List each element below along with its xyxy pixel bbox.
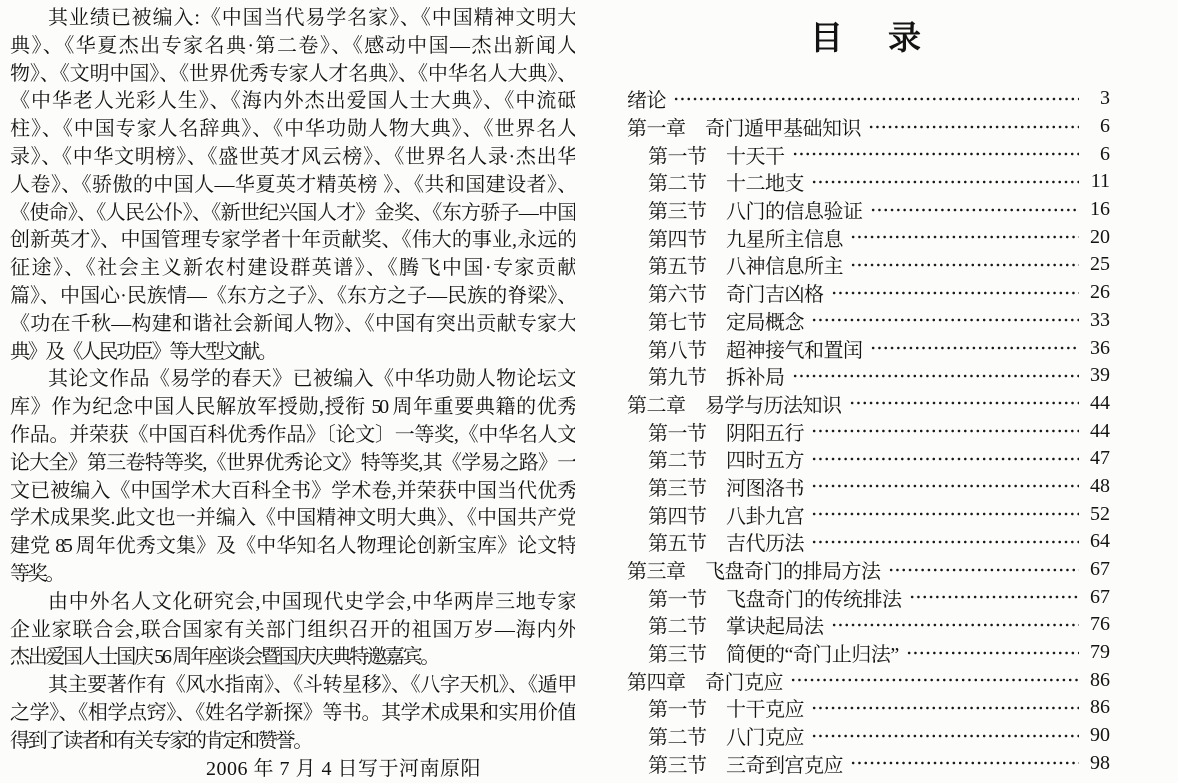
text-line: 等奖。 xyxy=(10,562,64,585)
toc-entry-label: 第一章 奇门遁甲基础知识 xyxy=(627,118,861,141)
text-line: 录》、《中华文明榜》、《盛世英才风云榜》、《世界名人录·杰出华 xyxy=(10,145,575,168)
text-line: 杰出爱国人士国庆 56 周年座谈会暨国庆庆典特邀嘉宾。 xyxy=(10,646,438,669)
toc-entry-page: 64 xyxy=(1090,530,1110,553)
text-line: 典》、《华夏杰出专家名典·第二卷》、《感动中国—杰出新闻人 xyxy=(10,34,575,57)
toc-entry-page: 6 xyxy=(1100,142,1110,165)
toc-entry-page: 90 xyxy=(1090,724,1110,747)
toc-entry-label: 第六节 奇门吉凶格 xyxy=(648,284,824,307)
dot-leader xyxy=(849,397,1080,409)
toc-entry-label: 第五节 吉代历法 xyxy=(648,533,804,556)
toc-entry xyxy=(627,722,1110,750)
dot-leader xyxy=(868,121,1079,133)
text-line: 篇》、中国心·民族情—《东方之子》、《东方之子—民族的脊梁》、 xyxy=(10,284,575,307)
toc-entry xyxy=(627,362,1110,390)
dot-leader xyxy=(831,619,1080,631)
toc-entry-page: 39 xyxy=(1090,364,1110,387)
text-line: 文已被编入《中国学术大百科全书》学术卷,并荣获中国当代优秀 xyxy=(10,479,575,502)
toc-entry xyxy=(627,223,1110,251)
text-line: 征途》、《社会主义新农村建设群英谱》、《腾飞中国·专家贡献 xyxy=(10,257,575,280)
toc-entry xyxy=(627,556,1110,584)
toc-entry-page: 11 xyxy=(1090,170,1110,193)
toc-entry-page: 36 xyxy=(1090,336,1110,359)
toc-entry-page: 86 xyxy=(1090,696,1110,719)
toc-entry-label: 第一节 十干克应 xyxy=(648,699,804,722)
toc-entry-label: 第八节 超神接气和置闰 xyxy=(648,339,863,362)
toc-entry-page: 3 xyxy=(1100,87,1110,110)
text-line: 《使命》、《人民公仆》、《新世纪兴国人才》金奖、《东方骄子—中国 xyxy=(10,201,575,224)
dot-leader xyxy=(850,259,1079,271)
text-line: 典》及《人民功臣》等大型文献。 xyxy=(10,340,276,363)
toc-entry xyxy=(627,583,1110,611)
toc-entry-page: 86 xyxy=(1090,668,1110,691)
toc-entry-page: 98 xyxy=(1090,751,1110,774)
text-line: 库》作为纪念中国人民解放军授勋,授衔 50 周年重要典籍的优秀 xyxy=(10,396,575,419)
text-line: 其论文作品《易学的春天》已被编入《中华功勋人物论坛文 xyxy=(48,368,575,391)
toc-entry xyxy=(627,445,1110,473)
dot-leader xyxy=(811,453,1079,465)
toc-entry-label: 第二节 掌诀起局法 xyxy=(648,616,824,639)
dot-leader xyxy=(850,757,1079,769)
toc-entry xyxy=(627,750,1110,778)
text-line: 其业绩已被编入:《中国当代易学名家》、《中国精神文明大 xyxy=(48,7,575,29)
toc-entry-label: 第二节 十二地支 xyxy=(648,173,804,196)
toc-entry xyxy=(627,473,1110,501)
toc-entry-page: 52 xyxy=(1090,502,1110,525)
toc-entry-label: 第九节 拆补局 xyxy=(648,367,785,390)
text-line: 得到了读者和有关专家的肯定和赞誉。 xyxy=(10,729,311,752)
toc-entry-page: 76 xyxy=(1090,613,1110,636)
toc-entry xyxy=(627,694,1110,722)
toc-entry-label: 绪论 xyxy=(627,90,666,113)
toc-entry-label: 第二章 易学与历法知识 xyxy=(627,394,842,417)
dot-leader xyxy=(673,93,1079,105)
toc-entry xyxy=(627,666,1110,694)
toc-entry-label: 第三节 河图洛书 xyxy=(648,477,804,500)
toc-entry-label: 第一节 十天干 xyxy=(648,145,785,168)
dateline: 2006 年 7 月 4 日写于河南原阳 xyxy=(206,757,481,780)
dot-leader xyxy=(811,730,1079,742)
toc-list xyxy=(627,85,1110,777)
toc-entry xyxy=(627,251,1110,279)
text-line: 论大全》第三卷特等奖,《世界优秀论文》特等奖,其《学易之路》一 xyxy=(10,451,575,474)
text-line: 企业家联合会,联合国家有关部门组织召开的祖国万岁—海内外 xyxy=(10,618,575,641)
dot-leader xyxy=(811,314,1079,326)
dot-leader xyxy=(831,287,1080,299)
text-line: 创新英才》、中国管理专家学者十年贡献奖、《伟大的事业,永远的 xyxy=(10,229,575,252)
text-line: 物》、《文明中国》、《世界优秀专家人才名典》、《中华名人大典》、 xyxy=(10,62,575,85)
toc-entry xyxy=(627,528,1110,556)
toc-entry xyxy=(627,334,1110,362)
toc-entry-page: 44 xyxy=(1090,419,1110,442)
toc-entry-page: 33 xyxy=(1090,308,1110,331)
toc-entry-label: 第四节 八卦九宫 xyxy=(648,505,804,528)
toc-entry-label: 第五节 八神信息所主 xyxy=(648,256,843,279)
toc-entry-page: 16 xyxy=(1090,198,1110,221)
dot-leader xyxy=(870,342,1080,354)
toc-entry-label: 第四节 九星所主信息 xyxy=(648,228,843,251)
left-page-text xyxy=(10,5,575,756)
dot-leader xyxy=(792,370,1080,382)
toc-entry-label: 第二节 八门克应 xyxy=(648,727,804,750)
toc-entry-label: 第一节 阴阳五行 xyxy=(648,422,804,445)
toc-entry xyxy=(627,307,1110,335)
toc-entry-page: 25 xyxy=(1090,253,1110,276)
toc-entry xyxy=(627,639,1110,667)
dot-leader xyxy=(906,647,1079,659)
dot-leader xyxy=(909,591,1080,603)
toc-entry xyxy=(627,500,1110,528)
toc-entry-label: 第三节 八门的信息验证 xyxy=(648,201,863,224)
toc-entry-page: 67 xyxy=(1090,558,1110,581)
toc-entry xyxy=(627,85,1110,113)
dot-leader xyxy=(811,508,1079,520)
toc-entry xyxy=(627,113,1110,141)
text-line: 人卷》、《骄傲的中国人—华夏英才精英榜 》、《共和国建设者》、 xyxy=(10,173,575,196)
toc-entry-page: 20 xyxy=(1090,225,1110,248)
text-line: 由中外名人文化研究会,中国现代史学会,中华两岸三地专家 xyxy=(48,590,575,613)
text-line: 柱》、《中国专家人名辞典》、《中华功勋人物大典》、《世界名人 xyxy=(10,118,575,141)
dot-leader xyxy=(870,204,1080,216)
dot-leader xyxy=(790,674,1079,686)
toc-entry-label: 第三节 简便的“奇门止归法” xyxy=(648,644,899,667)
toc-entry xyxy=(627,196,1110,224)
text-line: 其主要著作有《风水指南》、《斗转星移》、《八字天机》、《遁甲 xyxy=(48,674,575,697)
toc-entry-page: 67 xyxy=(1090,585,1110,608)
dot-leader xyxy=(888,564,1080,576)
dot-leader xyxy=(792,148,1080,160)
toc-entry xyxy=(627,390,1110,418)
toc-entry xyxy=(627,611,1110,639)
toc-entry-page: 26 xyxy=(1090,281,1110,304)
toc-entry xyxy=(627,168,1110,196)
toc-entry-page: 47 xyxy=(1090,447,1110,470)
toc-entry-label: 第四章 奇门克应 xyxy=(627,671,783,694)
dot-leader xyxy=(811,480,1079,492)
toc-entry xyxy=(627,140,1110,168)
toc-entry-page: 48 xyxy=(1090,474,1110,497)
toc-entry-page: 44 xyxy=(1090,391,1110,414)
toc-entry-page: 6 xyxy=(1100,115,1110,138)
right-page xyxy=(589,0,1178,783)
text-line: 《功在千秋—构建和谐社会新闻人物》、《中国有突出贡献专家大 xyxy=(10,312,575,335)
dot-leader xyxy=(811,536,1079,548)
toc-entry-label: 第二节 四时五方 xyxy=(648,450,804,473)
dot-leader xyxy=(811,702,1079,714)
toc-entry-label: 第三章 飞盘奇门的排局方法 xyxy=(627,561,881,584)
toc-entry xyxy=(627,279,1110,307)
text-line: 建党 85 周年优秀文集》及《中华知名人物理论创新宝库》论文特 xyxy=(10,535,575,558)
toc-title: 目 录 xyxy=(810,19,927,56)
text-line: 作品。并荣获《中国百科优秀作品》〔论文〕一等奖,《中华名人文 xyxy=(10,423,575,446)
text-line: 《中华老人光彩人生》、《海内外杰出爱国人士大典》、《中流砥 xyxy=(10,90,575,113)
toc-entry xyxy=(627,417,1110,445)
toc-entry-label: 第一节 飞盘奇门的传统排法 xyxy=(648,588,902,611)
dot-leader xyxy=(850,231,1079,243)
text-line: 学术成果奖.此文也一并编入《中国精神文明大典》、《中国共产党 xyxy=(10,507,575,530)
text-line: 之学》、《相学点窍》、《姓名学新探》等书。其学术成果和实用价值 xyxy=(10,701,575,724)
dot-leader xyxy=(811,425,1079,437)
dot-leader xyxy=(811,176,1079,188)
toc-entry-page: 79 xyxy=(1090,641,1110,664)
toc-entry-label: 第七节 定局概念 xyxy=(648,311,804,334)
toc-entry-label: 第三节 三奇到宫克应 xyxy=(648,754,843,777)
